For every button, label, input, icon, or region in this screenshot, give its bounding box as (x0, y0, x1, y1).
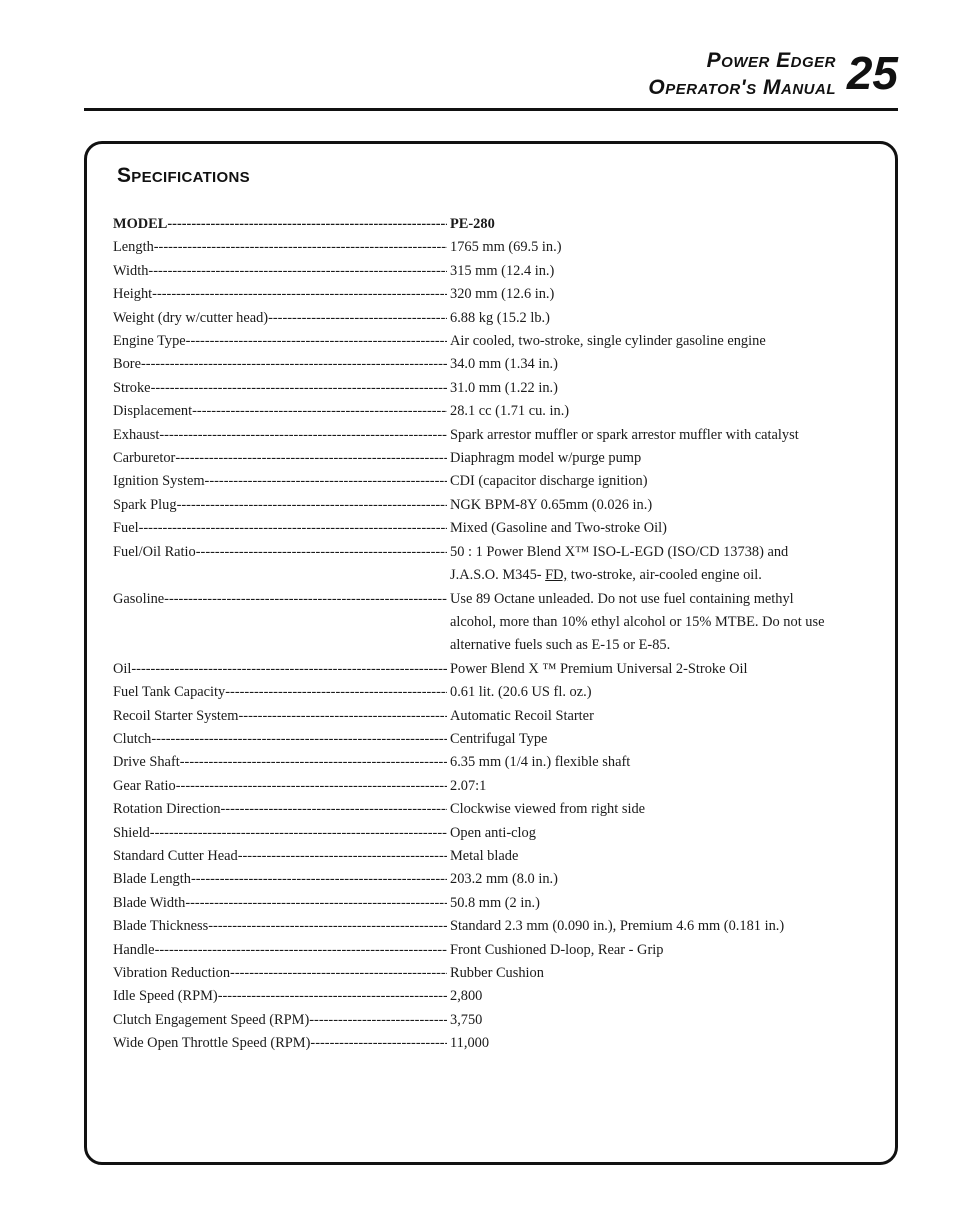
spec-value: Rubber Cushion (450, 965, 544, 981)
spec-value: Spark arrestor muffler or spark arrestor muffler with catalyst (450, 426, 799, 443)
spec-list (113, 213, 873, 1056)
page-number: 25 (846, 47, 898, 99)
spec-label-cell (113, 307, 447, 330)
spec-value: Standard 2.3 mm (0.090 in.), Premium 4.6 mm (0.181 in.) (450, 918, 785, 935)
dot-leader (177, 494, 447, 517)
dot-leader (131, 658, 447, 681)
dot-leader (205, 470, 447, 493)
spec-row (113, 634, 873, 657)
spec-row (113, 705, 873, 728)
dot-leader (180, 751, 447, 774)
dot-leader (225, 681, 447, 704)
dot-leader (268, 307, 447, 330)
dot-leader (151, 728, 447, 751)
spec-row (113, 892, 873, 915)
spec-label: Standard Cutter Head (113, 847, 238, 864)
spec-label: Bore (113, 356, 141, 373)
spec-label-cell (113, 541, 447, 564)
spec-value: Open anti-clog (450, 824, 536, 841)
dot-leader (309, 1009, 447, 1032)
spec-label-cell (113, 915, 447, 938)
spec-label-cell (113, 658, 447, 681)
spec-value: 315 mm (12.4 in.) (450, 262, 555, 279)
spec-label-cell (113, 939, 447, 962)
spec-value-part: FD, (545, 567, 568, 584)
spec-label-cell (113, 822, 447, 845)
spec-value: 31.0 mm (1.22 in.) (450, 379, 558, 396)
spec-label-cell (113, 330, 447, 353)
spec-label: Blade Width (113, 894, 186, 911)
spec-label-cell (113, 962, 447, 985)
dot-leader (151, 377, 447, 400)
dot-leader (139, 517, 447, 540)
dot-leader (152, 283, 447, 306)
spec-label-cell (113, 353, 447, 376)
dot-leader (176, 775, 447, 798)
spec-label: Vibration Reduction (113, 965, 231, 981)
dot-leader (175, 447, 447, 470)
spec-label-cell (113, 892, 447, 915)
spec-label-cell (113, 260, 447, 283)
spec-label-cell (113, 634, 447, 657)
spec-row (113, 470, 873, 493)
spec-label: Height (113, 286, 153, 303)
spec-label-cell (113, 705, 447, 728)
dot-leader (186, 330, 447, 353)
spec-row (113, 962, 873, 985)
spec-label-cell (113, 681, 447, 704)
spec-label-cell (113, 985, 447, 1008)
dot-leader (208, 915, 447, 938)
spec-label: Shield (113, 824, 150, 841)
spec-row (113, 775, 873, 798)
spec-label: Engine Type (113, 333, 186, 350)
spec-row (113, 798, 873, 821)
spec-label: Width (113, 262, 149, 279)
spec-value: 1765 mm (69.5 in.) (450, 239, 562, 256)
spec-label: Rotation Direction (113, 801, 221, 818)
spec-label: Gear Ratio (113, 777, 176, 794)
manual-title-line1: Power Edger (706, 49, 836, 72)
spec-value: alternative fuels such as E-15 or E-85. (450, 637, 671, 654)
spec-value: Use 89 Octane unleaded. Do not use fuel containing methyl (450, 590, 794, 607)
spec-value: Mixed (Gasoline and Two-stroke Oil) (450, 520, 667, 537)
spec-value-part: J.A.S.O. M345- (450, 567, 546, 584)
spec-row (113, 330, 873, 353)
dot-leader (148, 260, 447, 283)
spec-value: Air cooled, two-stroke, single cylinder gasoline engine (450, 333, 766, 350)
spec-row (113, 728, 873, 751)
spec-value: 28.1 cc (1.71 cu. in.) (450, 403, 570, 420)
spec-row (113, 822, 873, 845)
spec-label: Handle (113, 941, 155, 958)
spec-label-cell (113, 236, 447, 259)
spec-row (113, 845, 873, 868)
spec-row (113, 307, 873, 330)
spec-label: Fuel Tank Capacity (113, 684, 226, 701)
spec-row (113, 213, 873, 236)
dot-leader (164, 588, 447, 611)
spec-value: 6.35 mm (1/4 in.) flexible shaft (450, 754, 631, 771)
spec-label: Blade Length (113, 871, 191, 888)
spec-label-cell (113, 798, 447, 821)
spec-row (113, 283, 873, 306)
spec-row (113, 494, 873, 517)
dot-leader (239, 705, 448, 728)
section-title: Specifications (117, 164, 250, 187)
spec-row (113, 424, 873, 447)
spec-label-cell (113, 447, 447, 470)
dot-leader (191, 868, 447, 891)
spec-label: Displacement (113, 403, 193, 420)
spec-value: 6.88 kg (15.2 lb.) (450, 309, 550, 326)
dot-leader (218, 985, 447, 1008)
spec-label: MODEL (113, 216, 168, 232)
dot-leader (196, 541, 447, 564)
spec-row (113, 517, 873, 540)
spec-label: Gasoline (113, 590, 165, 607)
spec-label-cell (113, 470, 447, 493)
spec-label: Fuel/Oil Ratio (113, 543, 196, 560)
spec-label-cell (113, 424, 447, 447)
spec-label-cell (113, 728, 447, 751)
spec-label: Stroke (113, 379, 151, 396)
spec-row (113, 915, 873, 938)
spec-label-cell (113, 1009, 447, 1032)
dot-leader (238, 845, 447, 868)
spec-label: Wide Open Throttle Speed (RPM) (113, 1035, 311, 1052)
spec-label-cell (113, 611, 447, 634)
spec-label: Clutch Engagement Speed (RPM) (113, 1011, 310, 1028)
dot-leader (192, 400, 447, 423)
spec-label-cell (113, 845, 447, 868)
spec-label: Drive Shaft (113, 754, 180, 771)
spec-value: NGK BPM-8Y 0.65mm (0.026 in.) (450, 496, 653, 513)
spec-value: 50.8 mm (2 in.) (450, 894, 540, 911)
spec-value (447, 564, 873, 587)
spec-value: Automatic Recoil Starter (450, 707, 594, 724)
spec-value: alcohol, more than 10% ethyl alcohol or 15% MTBE. Do not use (450, 613, 825, 630)
spec-value: Centrifugal Type (450, 730, 548, 747)
spec-row (113, 447, 873, 470)
spec-label-cell (113, 775, 447, 798)
spec-label: Ignition System (113, 473, 205, 490)
spec-value: Front Cushioned D-loop, Rear - Grip (450, 941, 664, 958)
dot-leader (167, 213, 447, 236)
dot-leader (230, 962, 447, 985)
spec-value: PE-280 (450, 216, 495, 232)
dot-leader (185, 892, 447, 915)
spec-label: Spark Plug (113, 496, 177, 513)
spec-value: 2.07:1 (450, 777, 487, 794)
spec-label-cell (113, 283, 447, 306)
dot-leader (155, 939, 447, 962)
dot-leader (221, 798, 447, 821)
dot-leader (154, 236, 447, 259)
spec-label-cell (113, 564, 447, 587)
spec-label: Clutch (113, 730, 152, 747)
spec-row (113, 658, 873, 681)
spec-value: Diaphragm model w/purge pump (450, 450, 642, 467)
page-header (84, 0, 898, 111)
spec-row (113, 588, 873, 611)
spec-label: Carburetor (113, 450, 176, 467)
spec-label: Length (113, 239, 154, 256)
spec-label-cell (113, 588, 447, 611)
spec-value-part: two-stroke, air-cooled engine oil. (567, 567, 762, 584)
dot-leader (159, 424, 447, 447)
spec-row (113, 353, 873, 376)
spec-value: 203.2 mm (8.0 in.) (450, 871, 558, 888)
spec-row (113, 985, 873, 1008)
spec-row (113, 1009, 873, 1032)
spec-value: 320 mm (12.6 in.) (450, 286, 555, 303)
spec-label: Recoil Starter System (113, 707, 239, 724)
spec-label-cell (113, 751, 447, 774)
spec-row (113, 236, 873, 259)
spec-label: Weight (dry w/cutter head) (113, 309, 269, 326)
dot-leader (141, 353, 447, 376)
spec-value: Clockwise viewed from right side (450, 801, 646, 818)
spec-value: CDI (capacitor discharge ignition) (450, 473, 648, 490)
spec-label: Oil (113, 660, 132, 677)
spec-label: Blade Thickness (113, 918, 209, 935)
spec-value: 50 : 1 Power Blend X™ ISO-L-EGD (ISO/CD 13738) and (450, 543, 789, 560)
spec-value: Metal blade (450, 847, 519, 864)
spec-row (113, 681, 873, 704)
spec-label-cell (113, 868, 447, 891)
specifications-panel (84, 141, 898, 1165)
spec-label: Fuel (113, 520, 139, 537)
spec-row (113, 541, 873, 564)
spec-value: 3,750 (450, 1011, 483, 1028)
spec-label-cell (113, 213, 447, 236)
manual-title (648, 47, 836, 101)
spec-value: 11,000 (450, 1035, 490, 1052)
spec-label-cell (113, 377, 447, 400)
spec-label: Exhaust (113, 426, 160, 443)
spec-row (113, 939, 873, 962)
spec-row (113, 611, 873, 634)
spec-row (113, 400, 873, 423)
spec-label-cell (113, 494, 447, 517)
spec-row (113, 377, 873, 400)
spec-value: Power Blend X ™ Premium Universal 2-Stroke Oil (450, 660, 748, 677)
spec-row (113, 868, 873, 891)
spec-row (113, 1032, 873, 1055)
spec-label-cell (113, 517, 447, 540)
spec-value: 34.0 mm (1.34 in.) (450, 356, 558, 373)
spec-label-cell (113, 1032, 447, 1055)
spec-label: Idle Speed (RPM) (113, 988, 218, 1005)
spec-label-cell (113, 400, 447, 423)
spec-row (113, 564, 873, 587)
dot-leader (310, 1032, 447, 1055)
spec-value: 2,800 (450, 988, 483, 1005)
spec-row (113, 751, 873, 774)
spec-row (113, 260, 873, 283)
dot-leader (150, 822, 447, 845)
spec-value: 0.61 lit. (20.6 US fl. oz.) (450, 684, 592, 701)
manual-title-line2: Operator's Manual (648, 76, 836, 99)
